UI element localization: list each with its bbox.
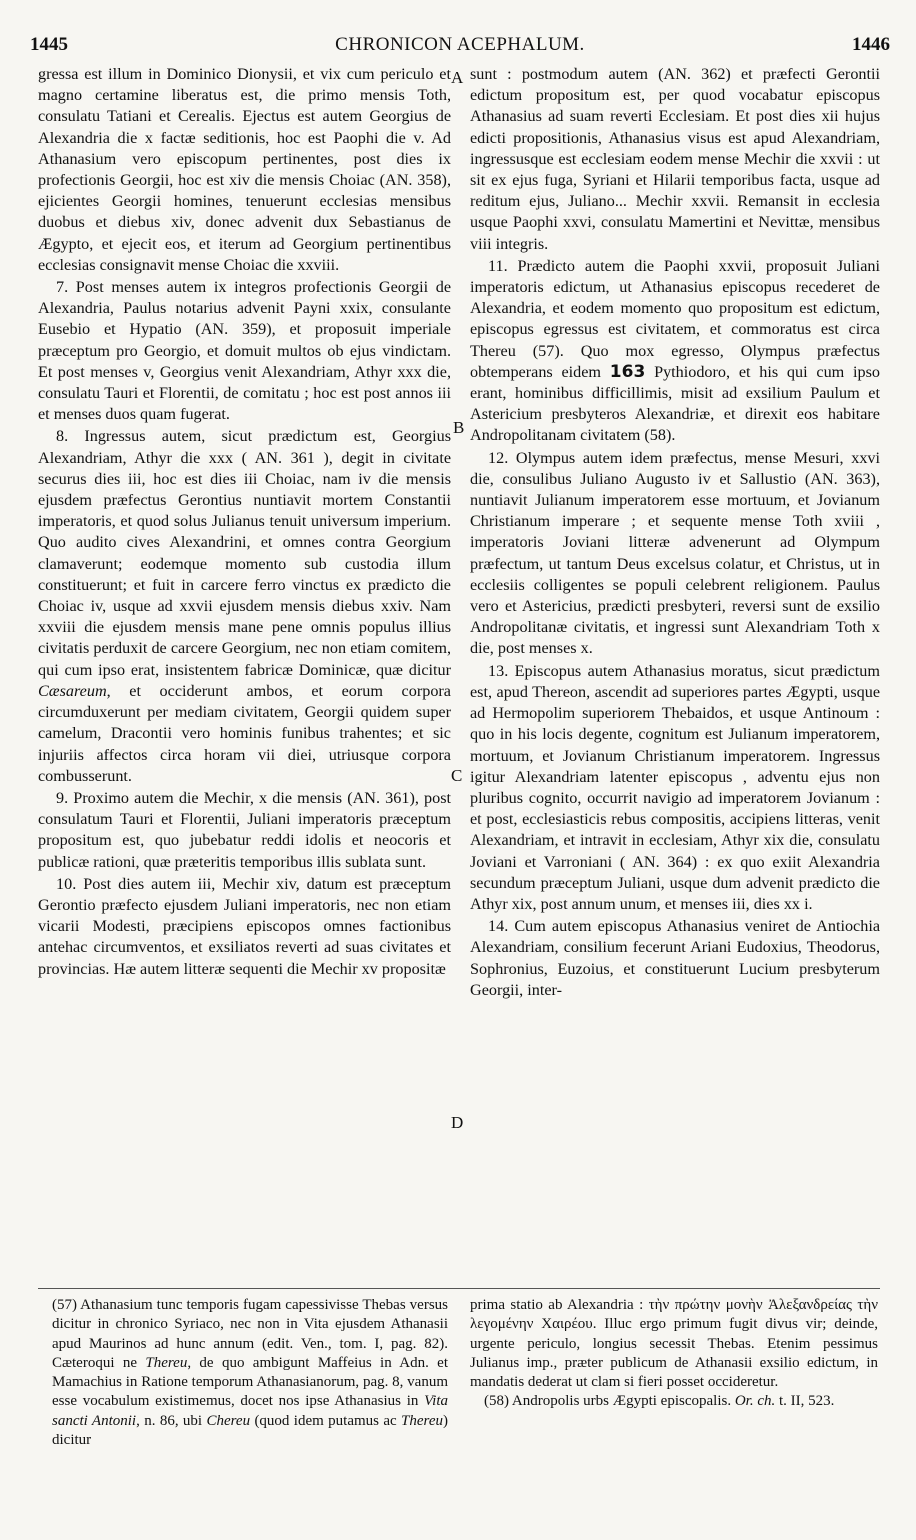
paragraph-9: 9. Proximo autem die Mechir, x die mensis (AN. 361), post consulatum Tauri et Florentii, Juliani imperatoris præceptum propositum est, quo jubebatur reddi idolis et neocoris et publicæ rationi, quæ præteritis temporibus illis sublata sunt. — [38, 788, 451, 871]
footnote-57-italic-4: Thereu — [401, 1412, 443, 1429]
margin-letter-c: C — [451, 766, 463, 785]
footnote-57-text-a: (57) Athanasium tunc temporis fugam capessivisse Thebas versus dicitur in chronico Syriaco, nec non in Vita ejusdem Athanasii apud Maurinos ad hunc annum (edit. Ven., tom. I, pag. 82). Cæteroqui ne — [52, 1297, 448, 1371]
footnote-58 — [470, 1392, 878, 1411]
page-marker: 163 — [609, 361, 646, 382]
paragraph-12: 12. Olympus autem idem præfectus, mense Mesuri, xxvi die, consulibus Juliano Augusto iv et Sallustio (AN. 363), nuntiavit Julianum imperatorem esse mortuum, et Jovianum Christianum imperare ; et sequente mense Toth xviii , imperatoris Joviani litteræ advenerunt ad Olympum præfectum, ut tantum Deus excelsus colatur, et Christus, ut in ecclesiis colligentes se populi celebrent religionem. Paulus vero et Astericius, prædicti presbyteri, reversi sunt de exsilio Andropolitanæ civitatis, et ingressi sunt Alexandriam Toth x die, post menses x. — [470, 448, 880, 658]
footnotes-right — [470, 1296, 878, 1412]
footnote-57-italic-2: Vita sancti Antonii — [52, 1393, 448, 1429]
page-number-left: 1445 — [30, 34, 68, 55]
footnote-57-text-b: , de quo ambigunt Maffeius in Adn. et Mamachius in Ratione temporum Athanasianorum, pag. 8, vanum esse vocabulum existimemus, docet nos ipse Athanasius in — [52, 1354, 448, 1410]
left-column — [38, 64, 451, 980]
paragraph-10: 10. Post dies autem iii, Mechir xiv, datum est præceptum Gerontio præfecto ejusdem Juliani imperatoris, nec non etiam vicarii Modesti, præcipiens episcopos omnes factionibus antehac circumventos, et exsiliatos reverti ad suas civitates et provincias. Hæ autem litteræ sequenti die Mechir xv propositæ — [38, 874, 451, 978]
paragraph-continued: sunt : postmodum autem (AN. 362) et præfecti Gerontii edictum propositum est, per quod vocabatur episcopus Athanasius ad suam reverti Ecclesiam. Et post dies xii hujus edicti propositionis, Athanasius visus est apud Alexandriam, ingressusque est ecclesiam eodem mense Mechir die xxvii : ut sit ex ejus fuga, Syriani et Hilarii temporibus facta, usque ad reditum ejus, Juliano... Mechir xxvii. Remansit in ecclesia usque Paophi xxvi, consulatu Mamertini et Nevittæ, mensibus viii integris. — [470, 65, 880, 253]
paragraph-11-text-a: 11. Prædicto autem die Paophi xxvii, proposuit Juliani imperatoris edictum, ut Athanasius episcopus recederet de Alexandria, et eodem momento quo propositum est edictum, episcopus egressus est civitatem, et commoratus est circa Thereu (57). Quo mox egresso, Olympus præfectus obtemperans eidem — [470, 256, 880, 381]
paragraph-11 — [470, 256, 880, 447]
footnote-58-text-b: t. II, 523. — [775, 1393, 835, 1410]
footnote-divider — [38, 1288, 880, 1289]
footnote-57-italic-3: Chereu — [206, 1412, 251, 1429]
paragraph-intro: gressa est illum in Dominico Dionysii, et vix cum periculo et magno certamine liberatus est, die primo mensis Toth, consulatu Tatiani et Cerealis. Ejectus est autem Georgius de Alexandria die x factæ seditionis, hoc est Paophi die v. Ad Athanasium vero episcopum pertinentes, post dies ix profectionis Georgii, hoc est xiv die mensis Choiac (AN. 358), ejicientes Georgii homines, tenuerunt ecclesias mensibus duobus et diebus xiv, donec advenit dux Sebastianus de Ægypto, et ejecit eos, et iterum ad Georgium pertinentibus ecclesias consignavit mense Choiac die xxviii. — [38, 65, 451, 274]
page-header — [30, 34, 890, 64]
margin-letter-d: D — [451, 1113, 464, 1132]
footnote-57-continued: prima statio ab Alexandria : τὴν πρώτην μονὴν Ἀλεξανδρείας τὴν λεγομένην Χαιρέου. Illuc ergo primum fugit divus vir; deinde, urgente periculo, longius secessit Thebas. Etenim pessimus Julianus imp., præter publicum de Athanasii exsilio edictum, in mandatis dederat ut clam si fieri posset occideretur. — [470, 1297, 878, 1391]
paragraph-8-text-a: 8. Ingressus autem, sicut prædictum est, Georgius Alexandriam, Athyr die xxx ( AN. 361 ), degit in civitate securus dies iii, hoc est dies iii Choiac, nam iv die mensis ejusdem præfectus Gerontius nuntiavit mortem Constantii imperatoris, et quod solus Julianus tenuit universum imperium. Quo audito cives Alexandrini, et omnes contra Georgium clamaverunt; eodemque momento sub custodia illum constituerunt; et fuit in carcere ferro vinctus ex prædicto die Choiac iv, usque ad xxvii ejusdem mensis diebus xxiv. Nam xxviii die ejusdem mensis mane pene omnis populus illius civitatis perduxit de carcere Georgium, nec non etiam comitem, qui cum ipso erat, insistentem fabricæ Dominicæ, quæ dicitur — [38, 427, 451, 679]
paragraph-13: 13. Episcopus autem Athanasius moratus, sicut prædictum est, apud Thereon, ascendit ad superiores partes Ægypti, usque ad Hermopolim superiorem Thebaidos, et usque Antinoum : quo in his locis degente, cognitum est Julianum imperatorem, mortuum, et Jovianum Christianum imperatorem. Ingressus igitur Alexandriam latenter episcopus , adventu ejus non pluribus cognito, occurrit navigio ad imperatorem Jovianum : et post, ecclesiasticis rebus compositis, accipiens litteras, venit Alexandriam, et intravit in ecclesiam, Athyr xix die, consulatu Joviani et Varroniani ( AN. 364) : ex quo exiit Alexandria secundum præceptum Juliani, usque dum advenit prædicto die Athyr xix, post annum unum, et menses iii, dies xx i. — [470, 661, 880, 913]
paragraph-8 — [38, 426, 451, 786]
footnote-58-italic: Or. ch. — [734, 1393, 776, 1410]
paragraph-7: 7. Post menses autem ix integros profectionis Georgii de Alexandria, Paulus notarius advenit Payni xxix, consulante Eusebio et Hypatio (AN. 359), et proposuit imperiale præceptum pro Georgio, et domuit multos ob ejus vindictam. Et post menses v, Georgius venit Alexandriam, Athyr xxx die, consulatu Tauri et Florentii, de comitatu ; hoc est post annos iii et menses duos quam fugerat. — [38, 278, 451, 424]
running-title: CHRONICON ACEPHALUM. — [335, 34, 585, 55]
page-number-right: 1446 — [852, 34, 890, 55]
footnote-57 — [52, 1296, 448, 1450]
paragraph-14: 14. Cum autem episcopus Athanasius veniret de Antiochia Alexandriam, consilium fecerunt Ariani Eudoxius, Theodorus, Sophronius, Euzoius, et constituerunt Lucium presbyterum Georgii, inter- — [470, 917, 880, 999]
footnote-58-text-a: (58) Andropolis urbs Ægypti episcopalis. — [484, 1393, 735, 1410]
paragraph-8-italic: Cæsareum — [38, 681, 107, 700]
footnote-57-text-e: ) dicitur — [52, 1412, 448, 1449]
footnote-57-italic-1: Thereu — [145, 1354, 188, 1371]
margin-letter-b: B — [453, 418, 465, 437]
footnote-57-text-d: (quod idem putamus ac — [250, 1412, 402, 1429]
right-column — [470, 64, 880, 1001]
paragraph-8-text-b: , et occiderunt ambos, et eorum corpora circumduxerunt per mediam civitatem, Georgii quidem super camelum, Dracontii vero hominis funibus trahentes; et sic injuriis affectos circa horam vii diei, utriusque corpora combusserunt. — [38, 681, 451, 785]
paragraph-11-text-b: Pythiodoro, et his qui cum ipso erant, hominibus difficillimis, misit ad exsilium Paulum et Astericium presbyteros Alexandriæ, et direxit eos habitare Andropolitanam civitatem (58). — [470, 362, 880, 445]
footnotes-left — [52, 1296, 448, 1450]
footnote-57-text-c: , n. 86, ubi — [136, 1412, 207, 1429]
margin-letter-a: A — [451, 68, 464, 87]
